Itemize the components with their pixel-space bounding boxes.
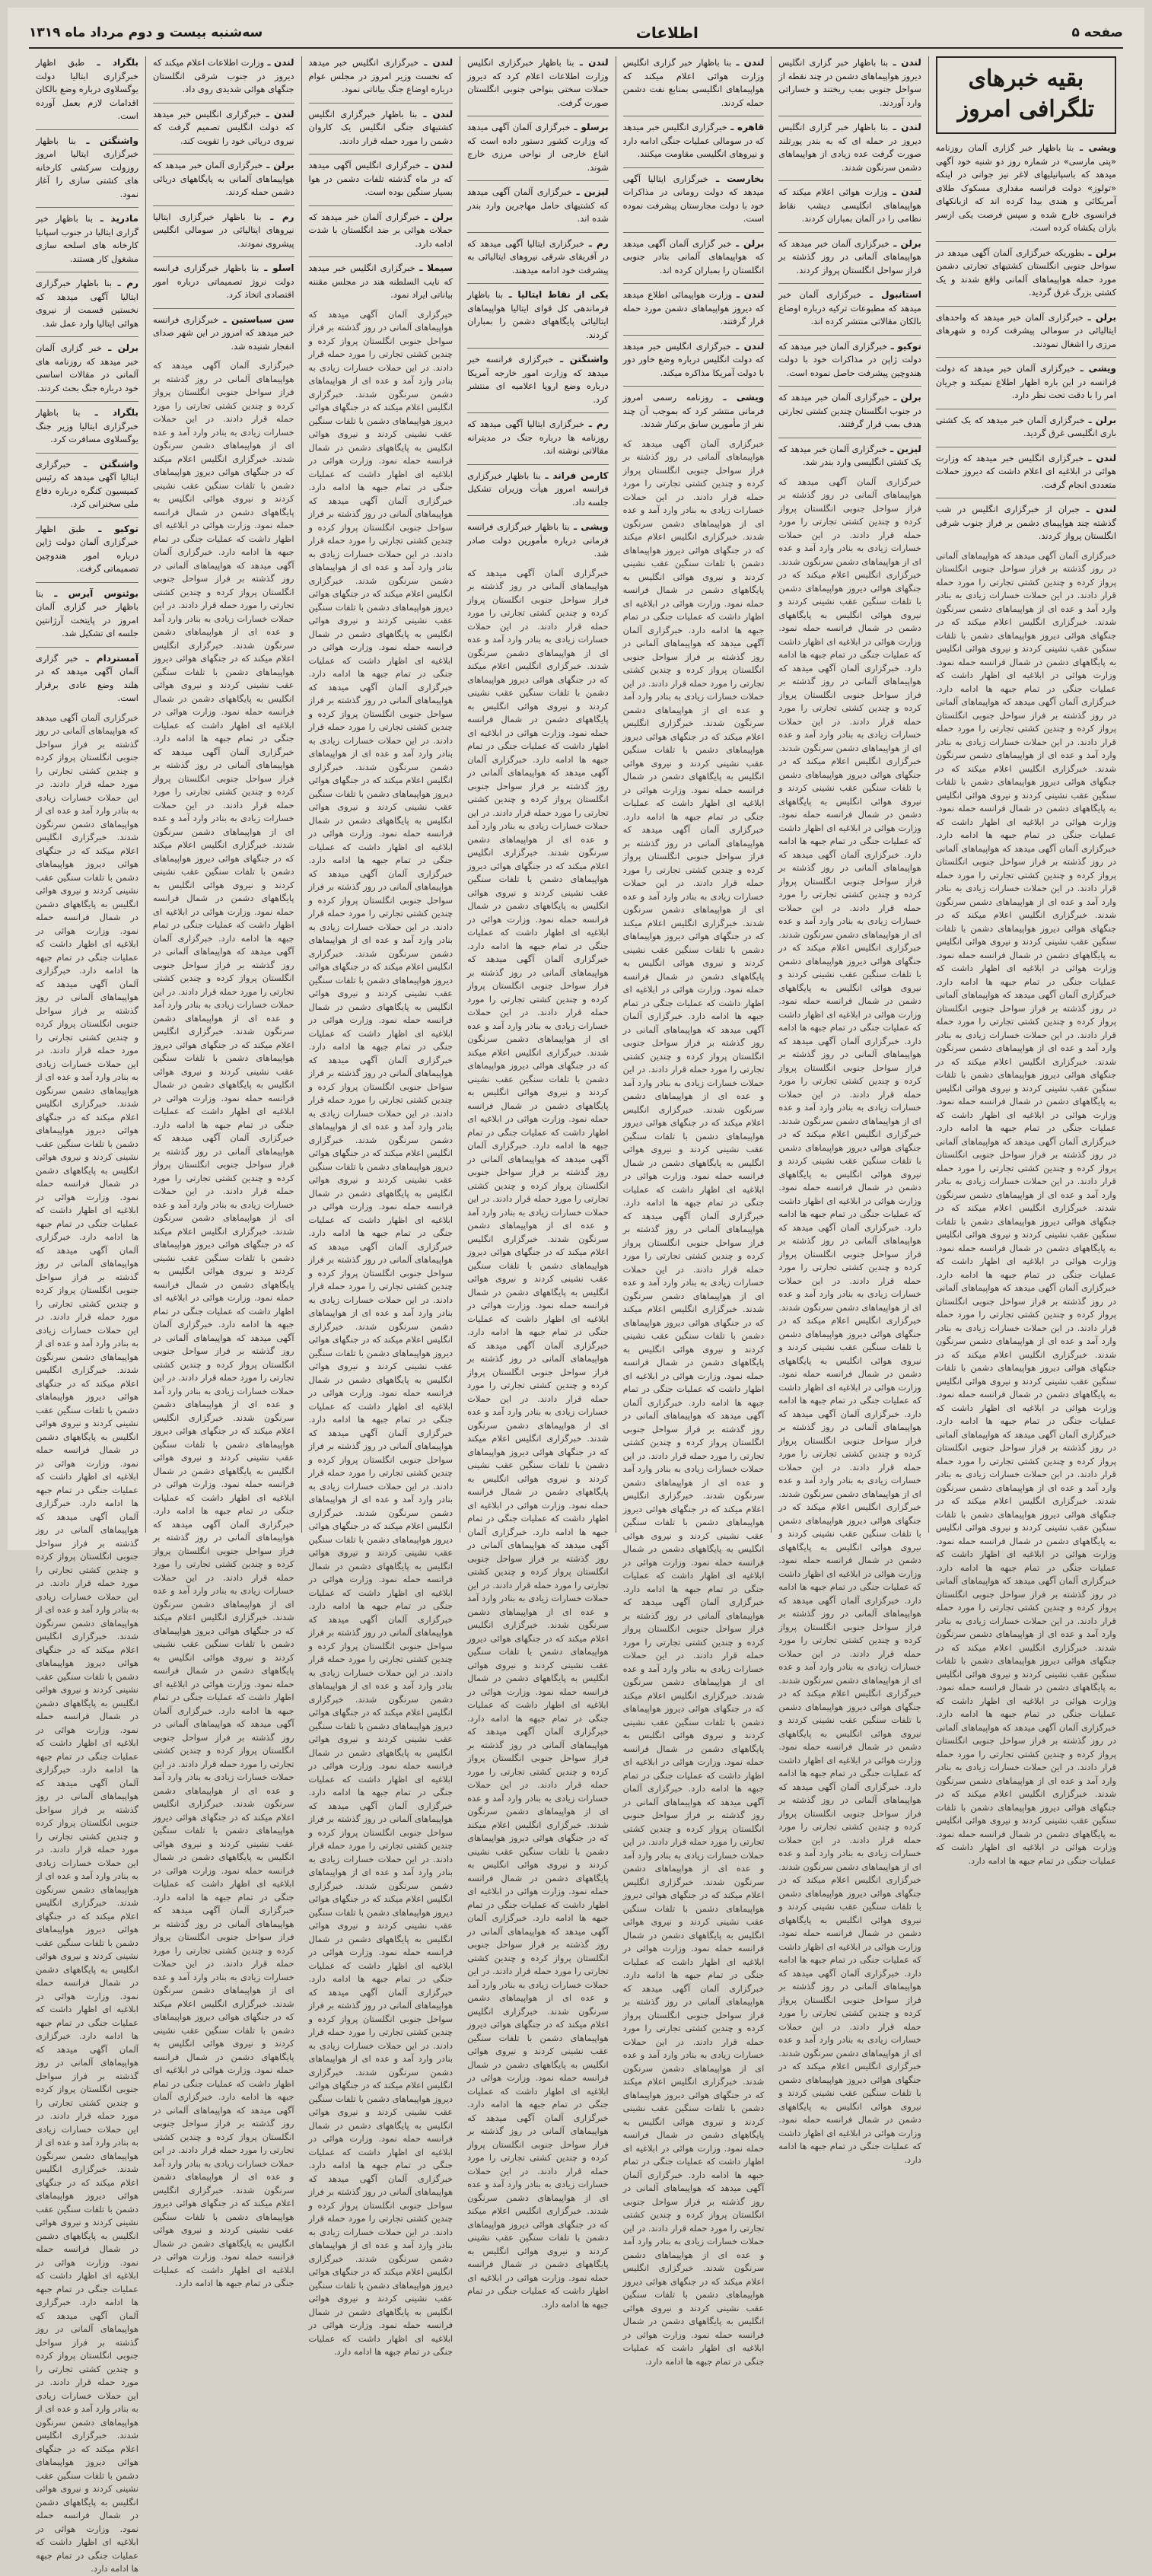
story-body [778, 237, 921, 278]
story-divider [467, 180, 609, 181]
news-story [623, 121, 765, 161]
story-text: وزارت هواپیمائی اطلاع میدهد که دیروز هواپیماهای دشمن مورد حمله قرار گرفتند. [622, 289, 765, 326]
continued-text: خبرگزاری آلمان آگهی میدهد که هواپیماهای آلمانی در روز گذشته بر فراز سواحل جنوبی انگلستان پرواز کرده و چندین کشتی تجارتی را مورد حمله قرار دادند. در این حملات خسارات زیادی به بنادر وارد آمد و عده ای از هواپیماهای دشمن سرنگون شدند. خبرگزاری انگلیس اعلام میکند که در جنگهای هوائی دیروز هواپیماهای دشمن با تلفات سنگین عقب نشینی کردند و نیروی هوائی انگلیس به پایگاههای دشمن در شمال فرانسه حمله نمود. وزارت هوائی در ابلاغیه ای اظهار داشت که عملیات جنگی در تمام جبهه ها ادامه دارد. خبرگزاری آلمان آگهی میدهد که هواپیماهای آلمانی در روز گذشته بر فراز سواحل جنوبی انگلستان پرواز کرده و چندین کشتی تجارتی را مورد حمله قرار دادند. در این حملات خسارات زیادی به بنادر وارد آمد و عده ای از هواپیماهای دشمن سرنگون شدند. خبرگزاری انگلیس اعلام میکند که در جنگهای هوائی دیروز هواپیماهای دشمن با تلفات سنگین عقب نشینی کردند و نیروی هوائی انگلیس به پایگاههای دشمن در شمال فرانسه حمله نمود. وزارت هوائی در ابلاغیه ای اظهار داشت که عملیات جنگی در تمام جبهه ها ادامه دارد. خبرگزاری آلمان آگهی میدهد که هواپیماهای آلمانی در روز گذشته بر فراز سواحل جنوبی انگلستان پرواز کرده و چندین کشتی تجارتی را مورد حمله قرار دادند. در این حملات خسارات زیادی به بنادر وارد آمد و عده ای از هواپیماهای دشمن سرنگون شدند. خبرگزاری انگلیس اعلام میکند که در جنگهای هوائی دیروز هواپیماهای دشمن با تلفات سنگین عقب نشینی کردند و نیروی هوائی انگلیس به پایگاههای دشمن در شمال فرانسه حمله نمود. وزارت هوائی در ابلاغیه ای اظهار داشت که عملیات جنگی در تمام جبهه ها ادامه دارد. خبرگزاری آلمان آگهی میدهد که هواپیماهای آلمانی در روز گذشته بر فراز سواحل جنوبی انگلستان پرواز کرده و چندین کشتی تجارتی را مورد حمله قرار دادند. در این حملات خسارات زیادی به بنادر وارد آمد و عده ای از هواپیماهای دشمن سرنگون شدند. خبرگزاری انگلیس اعلام میکند که در جنگهای هوائی دیروز هواپیماهای دشمن با تلفات سنگین عقب نشینی کردند و نیروی هوائی انگلیس به پایگاههای دشمن در شمال فرانسه حمله نمود. وزارت هوائی در ابلاغیه ای اظهار داشت که عملیات جنگی در تمام جبهه ها ادامه دارد. خبرگزاری آلمان آگهی میدهد که هواپیماهای آلمانی در روز گذشته بر فراز سواحل جنوبی انگلستان پرواز کرده و چندین کشتی تجارتی را مورد حمله قرار دادند. در این حملات خسارات زیادی به بنادر وارد آمد و عده ای از هواپیماهای دشمن سرنگون شدند. خبرگزاری انگلیس اعلام میکند که در جنگهای هوائی دیروز هواپیماهای دشمن با تلفات سنگین عقب نشینی کردند و نیروی هوائی انگلیس به پایگاههای دشمن در شمال فرانسه حمله نمود. وزارت هوائی در ابلاغیه ای اظهار داشت که عملیات جنگی در تمام جبهه ها ادامه دارد. خبرگزاری آلمان آگهی میدهد که هواپیماهای آلمانی در روز گذشته بر فراز سواحل جنوبی انگلستان پرواز کرده و چندین کشتی تجارتی را مورد حمله قرار دادند. در این حملات خسارات زیادی به بنادر وارد آمد و عده ای از هواپیماهای دشمن سرنگون شدند. خبرگزاری انگلیس اعلام میکند که در جنگهای هوائی دیروز هواپیماهای دشمن با تلفات سنگین عقب نشینی کردند و نیروی هوائی انگلیس به پایگاههای دشمن در شمال فرانسه حمله نمود. وزارت هوائی در ابلاغیه ای اظهار داشت که عملیات جنگی در تمام جبهه ها ادامه دارد. خبرگزاری آلمان آگهی میدهد که هواپیماهای آلمانی در روز گذشته بر فراز سواحل جنوبی انگلستان پرواز کرده و چندین کشتی تجارتی را مورد حمله قرار دادند. در این حملات خسارات زیادی به بنادر وارد آمد و عده ای از هواپیماهای دشمن سرنگون شدند. خبرگزاری انگلیس اعلام میکند که در جنگهای هوائی دیروز هواپیماهای دشمن با تلفات سنگین عقب نشینی کردند و نیروی هوائی انگلیس به پایگاههای دشمن در شمال فرانسه حمله نمود. وزارت هوائی در ابلاغیه ای اظهار داشت که عملیات جنگی در تمام جبهه ها ادامه دارد. خبرگزاری آلمان آگهی میدهد که هواپیماهای آلمانی در روز گذشته بر فراز سواحل جنوبی انگلستان پرواز کرده و چندین کشتی تجارتی را مورد حمله قرار دادند. در این حملات خسارات زیادی به بنادر وارد آمد و عده ای از هواپیماهای دشمن سرنگون شدند. خبرگزاری انگلیس اعلام میکند که در جنگهای هوائی دیروز هواپیماهای دشمن با تلفات سنگین عقب نشینی کردند و نیروی هوائی انگلیس به پایگاههای دشمن در شمال فرانسه حمله نمود. وزارت هوائی در ابلاغیه ای اظهار داشت که عملیات جنگی در تمام جبهه ها ادامه دارد. خبرگزاری آلمان آگهی میدهد که هواپیماهای آلمانی در روز گذشته بر فراز سواحل جنوبی انگلستان پرواز کرده و چندین کشتی تجارتی را مورد حمله قرار دادند. در این حملات خسارات زیادی به بنادر وارد آمد و عده ای از هواپیماهای دشمن سرنگون شدند. خبرگزاری انگلیس اعلام میکند که در جنگهای هوائی دیروز هواپیماهای دشمن با تلفات سنگین عقب نشینی کردند و نیروی هوائی انگلیس به پایگاههای دشمن در شمال فرانسه حمله نمود. وزارت هوائی در ابلاغیه ای اظهار داشت که عملیات جنگی در تمام جبهه ها ادامه دارد. [935, 549, 1116, 1866]
news-story [36, 56, 138, 123]
story-body [467, 418, 609, 458]
news-story [778, 56, 921, 110]
story-dateline: لندن ـ [1084, 452, 1116, 463]
story-dateline: لندن ـ [261, 108, 294, 119]
story-body [36, 523, 138, 576]
story-dateline: لندن ـ [730, 340, 765, 352]
story-dateline: لندن ـ [418, 57, 453, 68]
story-text: طبق اظهار خبرگزاری ایتالیا دولت یوگسلاوی درباره وضع بالکان اقدامات لازم بعمل آورده است. [36, 57, 138, 121]
story-body [153, 262, 294, 302]
news-story [623, 173, 765, 226]
story-divider [36, 129, 138, 130]
story-dateline: آمستردام ـ [78, 652, 138, 664]
story-dateline: رم ـ [584, 419, 609, 429]
story-text: خبرگزاری آلمان خبر میدهد که دولت ژاپن در مذاکرات خود با دولت هندوچین پیشرفت حاصل نموده است. [778, 340, 921, 378]
story-divider [36, 517, 138, 518]
story-dateline: برلن ـ [420, 211, 453, 222]
story-text: بنا باظهار خبرگزاری فرانسه فرمانی درباره مأمورین دولت صادر شد. [467, 521, 609, 559]
story-body [467, 56, 609, 110]
story-dateline: لندن ـ [574, 57, 609, 68]
story-dateline: برلن ـ [263, 160, 294, 170]
news-story [36, 406, 138, 447]
story-body [936, 142, 1116, 235]
story-dateline: لندن ـ [732, 289, 765, 300]
story-dateline: بخارست ـ [708, 173, 765, 184]
news-story [153, 159, 294, 199]
story-text: بنا باظهار فرماندهی کل قوای ایتالیا هواپیماهای ایتالیائی پایگاههای دشمن را بمباران کردند. [467, 289, 609, 340]
story-body [623, 173, 765, 226]
column-6 [145, 56, 301, 2288]
newspaper-page [8, 8, 1144, 2574]
story-dateline: سن سباستین ـ [218, 314, 294, 325]
column-5-stories [308, 56, 453, 2357]
story-divider [936, 357, 1116, 358]
news-story [623, 391, 765, 431]
story-text: خبرگزاری ایتالیا آگهی میدهد که روزنامه ها درباره جنگ در مدیترانه مقالاتی نوشته اند. [467, 419, 609, 456]
story-dateline: رم ـ [112, 278, 138, 288]
news-story [153, 314, 294, 354]
story-divider [467, 412, 609, 413]
column-7-stories [36, 56, 138, 2574]
story-dateline: رم ـ [261, 211, 294, 222]
story-divider [778, 180, 921, 181]
news-story [778, 121, 921, 174]
story-text: خبر گزاری آلمان آگهی میدهد که در هلند وضع عادی برقرار است. [36, 652, 138, 703]
story-divider [467, 283, 609, 284]
story-body [623, 121, 765, 161]
news-story [936, 247, 1116, 300]
news-story [778, 391, 921, 431]
story-text: بنا باظهار خبرگزاری انگلیس کشتیهای جنگی انگلیس یک کاروان دشمن را مورد حمله قرار دادند. [308, 108, 453, 146]
story-body [309, 159, 453, 199]
story-dateline: برلن ـ [889, 237, 921, 249]
story-dateline: واشنگتن ـ [71, 458, 138, 470]
story-text: خبرگزاری آلمان خبر میدهد که یک کشتی انگلیسی وارد بندر شد. [778, 443, 921, 467]
story-body [936, 362, 1116, 403]
story-text: خبرگزاری انگلیس آگهی میدهد که در ماه گذشته تلفات دشمن در هوا بسیار سنگین بوده است. [308, 160, 453, 197]
story-divider [623, 335, 765, 336]
story-body [778, 56, 921, 110]
story-body [36, 406, 138, 447]
news-story [936, 452, 1116, 492]
story-divider [36, 207, 138, 208]
news-story [778, 340, 921, 381]
story-text: خبرگزاری انگلیس خبر میدهد که وزارت هوائی در ابلاغیه ای اعلام داشت که دیروز حملات متعددی انجام گرفت. [935, 452, 1116, 490]
story-text: خبرگزاری فرانسه خبر میدهد که امروز در این شهر صدای انفجار شنیده شد. [152, 314, 294, 352]
story-text: خبرگزاری آلمان آگهی میدهد که وزارت کشور دستور داده است که اتباع خارجی از نواحی مرزی خارج شوند. [467, 122, 609, 173]
news-story [467, 418, 609, 458]
story-body [778, 288, 921, 329]
story-body [309, 56, 453, 97]
story-divider [153, 308, 294, 309]
story-divider [36, 453, 138, 454]
story-divider [36, 582, 138, 583]
story-text: بنا باظهار خبرگزاری ایتالیا آگهی میدهد که نخستین قسمت از نیروی هوائی ایتالیا وارد عمل شد. [36, 278, 138, 329]
story-text: خبرگزاری ایتالیا آگهی میدهد که در آفریقای شرقی نیروهای ایتالیائی به پیشرفت خود ادامه میدهند. [467, 237, 609, 275]
news-story [153, 211, 294, 251]
story-dateline: واشنگتن ـ [553, 354, 609, 365]
story-body [778, 186, 921, 226]
news-story [467, 237, 609, 278]
story-text: بنا باظهار خبرگزاری فرانسه امروز هیأت وزیران تشکیل جلسه داد. [467, 470, 609, 508]
story-body [153, 159, 294, 199]
story-text: خبر گزاری آلمان آگهی میدهد که هواپیماهای آلمانی بنادر جنوبی انگلستان را بمباران کرده اند. [622, 237, 765, 275]
story-body [36, 56, 138, 123]
news-story [623, 340, 765, 381]
column-3-stories [622, 56, 765, 2367]
column-4 [460, 56, 616, 2310]
story-body [467, 121, 609, 174]
continued-text: خبرگزاری آلمان آگهی میدهد که هواپیماهای آلمانی در روز گذشته بر فراز سواحل جنوبی انگلستان پرواز کرده و چندین کشتی تجارتی را مورد حمله قرار دادند. در این حملات خسارات زیادی به بنادر وارد آمد و عده ای از هواپیماهای دشمن سرنگون شدند. خبرگزاری انگلیس اعلام میکند که در جنگهای هوائی دیروز هواپیماهای دشمن با تلفات سنگین عقب نشینی کردند و نیروی هوائی انگلیس به پایگاههای دشمن در شمال فرانسه حمله نمود. وزارت هوائی در ابلاغیه ای اظهار داشت که عملیات جنگی در تمام جبهه ها ادامه دارد. خبرگزاری آلمان آگهی میدهد که هواپیماهای آلمانی در روز گذشته بر فراز سواحل جنوبی انگلستان پرواز کرده و چندین کشتی تجارتی را مورد حمله قرار دادند. در این حملات خسارات زیادی به بنادر وارد آمد و عده ای از هواپیماهای دشمن سرنگون شدند. خبرگزاری انگلیس اعلام میکند که در جنگهای هوائی دیروز هواپیماهای دشمن با تلفات سنگین عقب نشینی کردند و نیروی هوائی انگلیس به پایگاههای دشمن در شمال فرانسه حمله نمود. وزارت هوائی در ابلاغیه ای اظهار داشت که عملیات جنگی در تمام جبهه ها ادامه دارد. خبرگزاری آلمان آگهی میدهد که هواپیماهای آلمانی در روز گذشته بر فراز سواحل جنوبی انگلستان پرواز کرده و چندین کشتی تجارتی را مورد حمله قرار دادند. در این حملات خسارات زیادی به بنادر وارد آمد و عده ای از هواپیماهای دشمن سرنگون شدند. خبرگزاری انگلیس اعلام میکند که در جنگهای هوائی دیروز هواپیماهای دشمن با تلفات سنگین عقب نشینی کردند و نیروی هوائی انگلیس به پایگاههای دشمن در شمال فرانسه حمله نمود. وزارت هوائی در ابلاغیه ای اظهار داشت که عملیات جنگی در تمام جبهه ها ادامه دارد. خبرگزاری آلمان آگهی میدهد که هواپیماهای آلمانی در روز گذشته بر فراز سواحل جنوبی انگلستان پرواز کرده و چندین کشتی تجارتی را مورد حمله قرار دادند. در این حملات خسارات زیادی به بنادر وارد آمد و عده ای از هواپیماهای دشمن سرنگون شدند. خبرگزاری انگلیس اعلام میکند که در جنگهای هوائی دیروز هواپیماهای دشمن با تلفات سنگین عقب نشینی کردند و نیروی هوائی انگلیس به پایگاههای دشمن در شمال فرانسه حمله نمود. وزارت هوائی در ابلاغیه ای اظهار داشت که عملیات جنگی در تمام جبهه ها ادامه دارد. خبرگزاری آلمان آگهی میدهد که هواپیماهای آلمانی در روز گذشته بر فراز سواحل جنوبی انگلستان پرواز کرده و چندین کشتی تجارتی را مورد حمله قرار دادند. در این حملات خسارات زیادی به بنادر وارد آمد و عده ای از هواپیماهای دشمن سرنگون شدند. خبرگزاری انگلیس اعلام میکند که در جنگهای هوائی دیروز هواپیماهای دشمن با تلفات سنگین عقب نشینی کردند و نیروی هوائی انگلیس به پایگاههای دشمن در شمال فرانسه حمله نمود. وزارت هوائی در ابلاغیه ای اظهار داشت که عملیات جنگی در تمام جبهه ها ادامه دارد. خبرگزاری آلمان آگهی میدهد که هواپیماهای آلمانی در روز گذشته بر فراز سواحل جنوبی انگلستان پرواز کرده و چندین کشتی تجارتی را مورد حمله قرار دادند. در این حملات خسارات زیادی به بنادر وارد آمد و عده ای از هواپیماهای دشمن سرنگون شدند. خبرگزاری انگلیس اعلام میکند که در جنگهای هوائی دیروز هواپیماهای دشمن با تلفات سنگین عقب نشینی کردند و نیروی هوائی انگلیس به پایگاههای دشمن در شمال فرانسه حمله نمود. وزارت هوائی در ابلاغیه ای اظهار داشت که عملیات جنگی در تمام جبهه ها ادامه دارد. خبرگزاری آلمان آگهی میدهد که هواپیماهای آلمانی در روز گذشته بر فراز سواحل جنوبی انگلستان پرواز کرده و چندین کشتی تجارتی را مورد حمله قرار دادند. در این حملات خسارات زیادی به بنادر وارد آمد و عده ای از هواپیماهای دشمن سرنگون شدند. خبرگزاری انگلیس اعلام میکند که در جنگهای هوائی دیروز هواپیماهای دشمن با تلفات سنگین عقب نشینی کردند و نیروی هوائی انگلیس به پایگاههای دشمن در شمال فرانسه حمله نمود. وزارت هوائی در ابلاغیه ای اظهار داشت که عملیات جنگی در تمام جبهه ها ادامه دارد. خبرگزاری آلمان آگهی میدهد که هواپیماهای آلمانی در روز گذشته بر فراز سواحل جنوبی انگلستان پرواز کرده و چندین کشتی تجارتی را مورد حمله قرار دادند. در این حملات خسارات زیادی به بنادر وارد آمد و عده ای از هواپیماهای دشمن سرنگون شدند. خبرگزاری انگلیس اعلام میکند که در جنگهای هوائی دیروز هواپیماهای دشمن با تلفات سنگین عقب نشینی کردند و نیروی هوائی انگلیس به پایگاههای دشمن در شمال فرانسه حمله نمود. وزارت هوائی در ابلاغیه ای اظهار داشت که عملیات جنگی در تمام جبهه ها ادامه دارد. خبرگزاری آلمان آگهی میدهد که هواپیماهای آلمانی در روز گذشته بر فراز سواحل جنوبی انگلستان پرواز کرده و چندین کشتی تجارتی را مورد حمله قرار دادند. در این حملات خسارات زیادی به بنادر وارد آمد و عده ای از هواپیماهای دشمن سرنگون شدند. خبرگزاری انگلیس اعلام میکند که در جنگهای هوائی دیروز هواپیماهای دشمن با تلفات سنگین عقب نشینی کردند و نیروی هوائی انگلیس به پایگاههای دشمن در شمال فرانسه حمله نمود. وزارت هوائی در ابلاغیه ای اظهار داشت که عملیات جنگی در تمام جبهه ها ادامه دارد. خبرگزاری آلمان آگهی میدهد که هواپیماهای آلمانی در روز گذشته بر فراز سواحل جنوبی انگلستان پرواز کرده و چندین کشتی تجارتی را مورد حمله قرار دادند. در این حملات خسارات زیادی به بنادر وارد آمد و عده ای از هواپیماهای دشمن سرنگون شدند. خبرگزاری انگلیس اعلام میکند که در جنگهای هوائی دیروز هواپیماهای دشمن با تلفات سنگین عقب نشینی کردند و نیروی هوائی انگلیس به پایگاههای دشمن در شمال فرانسه حمله نمود. وزارت هوائی در ابلاغیه ای اظهار داشت که عملیات جنگی در تمام جبهه ها ادامه دارد. خبرگزاری آلمان آگهی میدهد که هواپیماهای آلمانی در روز گذشته بر فراز سواحل جنوبی انگلستان پرواز کرده و چندین کشتی تجارتی را مورد حمله قرار دادند. در این حملات خسارات زیادی به بنادر وارد آمد و عده ای از هواپیماهای دشمن سرنگون شدند. خبرگزاری انگلیس اعلام میکند که در جنگهای هوائی دیروز هواپیماهای دشمن با تلفات سنگین عقب نشینی کردند و نیروی هوائی انگلیس به پایگاههای دشمن در شمال فرانسه حمله نمود. وزارت هوائی در ابلاغیه ای اظهار داشت که عملیات جنگی در تمام جبهه ها ادامه دارد. [308, 308, 453, 2357]
story-text: بنا باظهار خبرگزاری ایتالیا وزیر جنگ یوگسلاوی مسافرت کرد. [36, 407, 138, 444]
story-body [309, 108, 453, 148]
story-text: خبرگزاری انگلیس خبر میدهد که نخست وزیر امروز در مجلس عوام درباره اوضاع جنگ بیاناتی نمود. [308, 57, 453, 94]
story-dateline: ویشی ـ [713, 392, 765, 403]
column-1-stories [935, 142, 1116, 1866]
news-story [309, 262, 453, 302]
news-story [623, 56, 765, 110]
story-dateline: بلگراد ـ [84, 57, 138, 68]
story-dateline: لندن ـ [731, 57, 765, 68]
story-dateline: اسلو ـ [259, 263, 294, 273]
story-divider [778, 232, 921, 233]
story-text: خبرگزاری ایتالیا آگهی میدهد که دولت رومانی در مذاکرات خود با دولت مجارستان پیشرفت نموده است. [622, 173, 765, 224]
story-body [936, 414, 1116, 441]
story-dateline: کارمن فراند ـ [540, 470, 609, 481]
continued-text: خبرگزاری آلمان آگهی میدهد که هواپیماهای آلمانی در روز گذشته بر فراز سواحل جنوبی انگلستان پرواز کرده و چندین کشتی تجارتی را مورد حمله قرار دادند. در این حملات خسارات زیادی به بنادر وارد آمد و عده ای از هواپیماهای دشمن سرنگون شدند. خبرگزاری انگلیس اعلام میکند که در جنگهای هوائی دیروز هواپیماهای دشمن با تلفات سنگین عقب نشینی کردند و نیروی هوائی انگلیس به پایگاههای دشمن در شمال فرانسه حمله نمود. وزارت هوائی در ابلاغیه ای اظهار داشت که عملیات جنگی در تمام جبهه ها ادامه دارد. خبرگزاری آلمان آگهی میدهد که هواپیماهای آلمانی در روز گذشته بر فراز سواحل جنوبی انگلستان پرواز کرده و چندین کشتی تجارتی را مورد حمله قرار دادند. در این حملات خسارات زیادی به بنادر وارد آمد و عده ای از هواپیماهای دشمن سرنگون شدند. خبرگزاری انگلیس اعلام میکند که در جنگهای هوائی دیروز هواپیماهای دشمن با تلفات سنگین عقب نشینی کردند و نیروی هوائی انگلیس به پایگاههای دشمن در شمال فرانسه حمله نمود. وزارت هوائی در ابلاغیه ای اظهار داشت که عملیات جنگی در تمام جبهه ها ادامه دارد. خبرگزاری آلمان آگهی میدهد که هواپیماهای آلمانی در روز گذشته بر فراز سواحل جنوبی انگلستان پرواز کرده و چندین کشتی تجارتی را مورد حمله قرار دادند. در این حملات خسارات زیادی به بنادر وارد آمد و عده ای از هواپیماهای دشمن سرنگون شدند. خبرگزاری انگلیس اعلام میکند که در جنگهای هوائی دیروز هواپیماهای دشمن با تلفات سنگین عقب نشینی کردند و نیروی هوائی انگلیس به پایگاههای دشمن در شمال فرانسه حمله نمود. وزارت هوائی در ابلاغیه ای اظهار داشت که عملیات جنگی در تمام جبهه ها ادامه دارد. خبرگزاری آلمان آگهی میدهد که هواپیماهای آلمانی در روز گذشته بر فراز سواحل جنوبی انگلستان پرواز کرده و چندین کشتی تجارتی را مورد حمله قرار دادند. در این حملات خسارات زیادی به بنادر وارد آمد و عده ای از هواپیماهای دشمن سرنگون شدند. خبرگزاری انگلیس اعلام میکند که در جنگهای هوائی دیروز هواپیماهای دشمن با تلفات سنگین عقب نشینی کردند و نیروی هوائی انگلیس به پایگاههای دشمن در شمال فرانسه حمله نمود. وزارت هوائی در ابلاغیه ای اظهار داشت که عملیات جنگی در تمام جبهه ها ادامه دارد. خبرگزاری آلمان آگهی میدهد که هواپیماهای آلمانی در روز گذشته بر فراز سواحل جنوبی انگلستان پرواز کرده و چندین کشتی تجارتی را مورد حمله قرار دادند. در این حملات خسارات زیادی به بنادر وارد آمد و عده ای از هواپیماهای دشمن سرنگون شدند. خبرگزاری انگلیس اعلام میکند که در جنگهای هوائی دیروز هواپیماهای دشمن با تلفات سنگین عقب نشینی کردند و نیروی هوائی انگلیس به پایگاههای دشمن در شمال فرانسه حمله نمود. وزارت هوائی در ابلاغیه ای اظهار داشت که عملیات جنگی در تمام جبهه ها ادامه دارد. خبرگزاری آلمان آگهی میدهد که هواپیماهای آلمانی در روز گذشته بر فراز سواحل جنوبی انگلستان پرواز کرده و چندین کشتی تجارتی را مورد حمله قرار دادند. در این حملات خسارات زیادی به بنادر وارد آمد و عده ای از هواپیماهای دشمن سرنگون شدند. خبرگزاری انگلیس اعلام میکند که در جنگهای هوائی دیروز هواپیماهای دشمن با تلفات سنگین عقب نشینی کردند و نیروی هوائی انگلیس به پایگاههای دشمن در شمال فرانسه حمله نمود. وزارت هوائی در ابلاغیه ای اظهار داشت که عملیات جنگی در تمام جبهه ها ادامه دارد. خبرگزاری آلمان آگهی میدهد که هواپیماهای آلمانی در روز گذشته بر فراز سواحل جنوبی انگلستان پرواز کرده و چندین کشتی تجارتی را مورد حمله قرار دادند. در این حملات خسارات زیادی به بنادر وارد آمد و عده ای از هواپیماهای دشمن سرنگون شدند. خبرگزاری انگلیس اعلام میکند که در جنگهای هوائی دیروز هواپیماهای دشمن با تلفات سنگین عقب نشینی کردند و نیروی هوائی انگلیس به پایگاههای دشمن در شمال فرانسه حمله نمود. وزارت هوائی در ابلاغیه ای اظهار داشت که عملیات جنگی در تمام جبهه ها ادامه دارد. [36, 712, 138, 2574]
story-text: خبرگزاری آلمان خبر میدهد که هواپیماهای آلمانی در روز گذشته بر فراز سواحل انگلستان پرواز کردند. [778, 237, 921, 275]
story-dateline: واشنگتن ـ [75, 135, 138, 146]
news-story [153, 108, 294, 148]
story-text: خبرگزاری آلمان خبر میدهد که یک کشتی باری انگلیسی غرق گردید. [935, 414, 1116, 438]
story-text: خبرگزاری انگلیس خبر میدهد که نایب السلطنه هند در مجلس مقننه بیاناتی ایراد نمود. [308, 263, 453, 300]
story-body [936, 247, 1116, 300]
story-dateline: لندن ـ [888, 57, 921, 68]
story-dateline: برلن ـ [1084, 414, 1116, 425]
news-story [623, 237, 765, 278]
news-story [36, 135, 138, 202]
story-divider [467, 515, 609, 516]
story-divider [309, 205, 453, 206]
story-body [778, 121, 921, 174]
news-story [778, 288, 921, 329]
news-story [36, 277, 138, 330]
story-text: خبرگزاری فرانسه خبر میدهد که وزارت امور خارجه آمریکا درباره وضع اروپا اعلامیه ای منتشر کرد. [467, 354, 609, 405]
story-divider [153, 205, 294, 206]
story-body [778, 391, 921, 431]
news-story [778, 186, 921, 226]
story-body [936, 311, 1116, 352]
story-text: بنا باظهار خبر گزاری آلمان امروز در پایتخت آرژانتین جلسه ای تشکیل شد. [36, 587, 138, 638]
continued-text: خبرگزاری آلمان آگهی میدهد که هواپیماهای آلمانی در روز گذشته بر فراز سواحل جنوبی انگلستان پرواز کرده و چندین کشتی تجارتی را مورد حمله قرار دادند. در این حملات خسارات زیادی به بنادر وارد آمد و عده ای از هواپیماهای دشمن سرنگون شدند. خبرگزاری انگلیس اعلام میکند که در جنگهای هوائی دیروز هواپیماهای دشمن با تلفات سنگین عقب نشینی کردند و نیروی هوائی انگلیس به پایگاههای دشمن در شمال فرانسه حمله نمود. وزارت هوائی در ابلاغیه ای اظهار داشت که عملیات جنگی در تمام جبهه ها ادامه دارد. خبرگزاری آلمان آگهی میدهد که هواپیماهای آلمانی در روز گذشته بر فراز سواحل جنوبی انگلستان پرواز کرده و چندین کشتی تجارتی را مورد حمله قرار دادند. در این حملات خسارات زیادی به بنادر وارد آمد و عده ای از هواپیماهای دشمن سرنگون شدند. خبرگزاری انگلیس اعلام میکند که در جنگهای هوائی دیروز هواپیماهای دشمن با تلفات سنگین عقب نشینی کردند و نیروی هوائی انگلیس به پایگاههای دشمن در شمال فرانسه حمله نمود. وزارت هوائی در ابلاغیه ای اظهار داشت که عملیات جنگی در تمام جبهه ها ادامه دارد. خبرگزاری آلمان آگهی میدهد که هواپیماهای آلمانی در روز گذشته بر فراز سواحل جنوبی انگلستان پرواز کرده و چندین کشتی تجارتی را مورد حمله قرار دادند. در این حملات خسارات زیادی به بنادر وارد آمد و عده ای از هواپیماهای دشمن سرنگون شدند. خبرگزاری انگلیس اعلام میکند که در جنگهای هوائی دیروز هواپیماهای دشمن با تلفات سنگین عقب نشینی کردند و نیروی هوائی انگلیس به پایگاههای دشمن در شمال فرانسه حمله نمود. وزارت هوائی در ابلاغیه ای اظهار داشت که عملیات جنگی در تمام جبهه ها ادامه دارد. خبرگزاری آلمان آگهی میدهد که هواپیماهای آلمانی در روز گذشته بر فراز سواحل جنوبی انگلستان پرواز کرده و چندین کشتی تجارتی را مورد حمله قرار دادند. در این حملات خسارات زیادی به بنادر وارد آمد و عده ای از هواپیماهای دشمن سرنگون شدند. خبرگزاری انگلیس اعلام میکند که در جنگهای هوائی دیروز هواپیماهای دشمن با تلفات سنگین عقب نشینی کردند و نیروی هوائی انگلیس به پایگاههای دشمن در شمال فرانسه حمله نمود. وزارت هوائی در ابلاغیه ای اظهار داشت که عملیات جنگی در تمام جبهه ها ادامه دارد. خبرگزاری آلمان آگهی میدهد که هواپیماهای آلمانی در روز گذشته بر فراز سواحل جنوبی انگلستان پرواز کرده و چندین کشتی تجارتی را مورد حمله قرار دادند. در این حملات خسارات زیادی به بنادر وارد آمد و عده ای از هواپیماهای دشمن سرنگون شدند. خبرگزاری انگلیس اعلام میکند که در جنگهای هوائی دیروز هواپیماهای دشمن با تلفات سنگین عقب نشینی کردند و نیروی هوائی انگلیس به پایگاههای دشمن در شمال فرانسه حمله نمود. وزارت هوائی در ابلاغیه ای اظهار داشت که عملیات جنگی در تمام جبهه ها ادامه دارد. خبرگزاری آلمان آگهی میدهد که هواپیماهای آلمانی در روز گذشته بر فراز سواحل جنوبی انگلستان پرواز کرده و چندین کشتی تجارتی را مورد حمله قرار دادند. در این حملات خسارات زیادی به بنادر وارد آمد و عده ای از هواپیماهای دشمن سرنگون شدند. خبرگزاری انگلیس اعلام میکند که در جنگهای هوائی دیروز هواپیماهای دشمن با تلفات سنگین عقب نشینی کردند و نیروی هوائی انگلیس به پایگاههای دشمن در شمال فرانسه حمله نمود. وزارت هوائی در ابلاغیه ای اظهار داشت که عملیات جنگی در تمام جبهه ها ادامه دارد. خبرگزاری آلمان آگهی میدهد که هواپیماهای آلمانی در روز گذشته بر فراز سواحل جنوبی انگلستان پرواز کرده و چندین کشتی تجارتی را مورد حمله قرار دادند. در این حملات خسارات زیادی به بنادر وارد آمد و عده ای از هواپیماهای دشمن سرنگون شدند. خبرگزاری انگلیس اعلام میکند که در جنگهای هوائی دیروز هواپیماهای دشمن با تلفات سنگین عقب نشینی کردند و نیروی هوائی انگلیس به پایگاههای دشمن در شمال فرانسه حمله نمود. وزارت هوائی در ابلاغیه ای اظهار داشت که عملیات جنگی در تمام جبهه ها ادامه دارد. خبرگزاری آلمان آگهی میدهد که هواپیماهای آلمانی در روز گذشته بر فراز سواحل جنوبی انگلستان پرواز کرده و چندین کشتی تجارتی را مورد حمله قرار دادند. در این حملات خسارات زیادی به بنادر وارد آمد و عده ای از هواپیماهای دشمن سرنگون شدند. خبرگزاری انگلیس اعلام میکند که در جنگهای هوائی دیروز هواپیماهای دشمن با تلفات سنگین عقب نشینی کردند و نیروی هوائی انگلیس به پایگاههای دشمن در شمال فرانسه حمله نمود. وزارت هوائی در ابلاغیه ای اظهار داشت که عملیات جنگی در تمام جبهه ها ادامه دارد. خبرگزاری آلمان آگهی میدهد که هواپیماهای آلمانی در روز گذشته بر فراز سواحل جنوبی انگلستان پرواز کرده و چندین کشتی تجارتی را مورد حمله قرار دادند. در این حملات خسارات زیادی به بنادر وارد آمد و عده ای از هواپیماهای دشمن سرنگون شدند. خبرگزاری انگلیس اعلام میکند که در جنگهای هوائی دیروز هواپیماهای دشمن با تلفات سنگین عقب نشینی کردند و نیروی هوائی انگلیس به پایگاههای دشمن در شمال فرانسه حمله نمود. وزارت هوائی در ابلاغیه ای اظهار داشت که عملیات جنگی در تمام جبهه ها ادامه دارد. خبرگزاری آلمان آگهی میدهد که هواپیماهای آلمانی در روز گذشته بر فراز سواحل جنوبی انگلستان پرواز کرده و چندین کشتی تجارتی را مورد حمله قرار دادند. در این حملات خسارات زیادی به بنادر وارد آمد و عده ای از هواپیماهای دشمن سرنگون شدند. خبرگزاری انگلیس اعلام میکند که در جنگهای هوائی دیروز هواپیماهای دشمن با تلفات سنگین عقب نشینی کردند و نیروی هوائی انگلیس به پایگاههای دشمن در شمال فرانسه حمله نمود. وزارت هوائی در ابلاغیه ای اظهار داشت که عملیات جنگی در تمام جبهه ها ادامه دارد. [622, 438, 765, 2367]
page-headline: بقیه خبرهای تلگرافی امروز [957, 65, 1095, 123]
story-body [467, 186, 609, 226]
story-divider [778, 386, 921, 387]
story-dateline: ویشی ـ [569, 521, 609, 532]
story-text: بطوریکه خبرگزاری آلمان آگهی میدهد در سواحل جنوبی انگلستان کشتیهای تجارتی دشمن مورد حمله هواپیماهای آلمانی واقع شدند و یک کشتی بزرگ غرق گردید. [935, 247, 1116, 298]
story-dateline: ویشی ـ [1074, 142, 1116, 153]
story-body [309, 262, 453, 302]
story-divider [623, 167, 765, 168]
column-5 [301, 56, 460, 2357]
story-body [36, 212, 138, 266]
story-text: خبرگزاری آلمان خبر میدهد که واحدهای ایتالیائی در سومالی پیشرفت کرده و شهرهای مرزی را اشغال نمودند. [935, 311, 1116, 349]
story-dateline: توکیو ـ [887, 340, 921, 352]
story-text: خبرگزاری ایتالیا آگهی میدهد که رئیس کمیسیون کنگره درباره دفاع ملی سخنرانی کرد. [36, 458, 138, 509]
story-body [623, 288, 765, 329]
story-text: طبق اظهار خبرگزاری آلمان دولت ژاپن درباره امور هندوچین تصمیماتی گرفت. [36, 523, 138, 574]
story-text: وزارت اطلاعات اعلام میکند که دیروز در جنوب شرقی انگلستان جنگهای هوائی شدیدی روی داد. [152, 57, 294, 94]
story-body [467, 288, 609, 342]
story-body [36, 652, 138, 705]
news-story [309, 108, 453, 148]
headline-box [936, 56, 1116, 134]
story-dateline: توکیو ـ [85, 523, 138, 534]
story-body [309, 211, 453, 251]
story-text: بنا باظهار خبرگزاری فرانسه دولت نروژ تصمیماتی درباره امور اقتصادی اتخاذ کرد. [152, 263, 294, 300]
story-body [36, 458, 138, 511]
story-dateline: برلن ـ [101, 342, 138, 353]
story-text: خبرگزاری آلمان آگهی میدهد که کشتیهای حامل مهاجرین وارد بندر شده اند. [467, 186, 609, 224]
news-story [936, 362, 1116, 403]
story-body [936, 503, 1116, 543]
story-divider [623, 232, 765, 233]
story-dateline: برسلو ـ [570, 122, 609, 132]
story-dateline: لندن ـ [417, 108, 453, 119]
news-story [36, 458, 138, 511]
story-text: خبرگزاری آلمان خبر میدهد که هواپیماهای آلمانی به پایگاههای دریائی دشمن حمله کردند. [152, 160, 294, 197]
story-dateline: یکی از نقاط ایتالیا ـ [503, 289, 609, 300]
news-story [467, 470, 609, 510]
story-dateline: لندن ـ [887, 186, 921, 197]
story-body [467, 353, 609, 406]
story-text: بنا باظهار خبر گزاری انگلیس وزارت هوائی اعلام میکند که هواپیماهای انگلیسی بمنابع نفت دشمن حمله کردند. [622, 57, 765, 108]
story-text: بنا باظهار خبر گزاری ایتالیا در جنوب اسپانیا کارخانه های اسلحه سازی مشغول کار هستند. [36, 213, 138, 264]
story-dateline: برلن ـ [1083, 311, 1116, 323]
story-dateline: برلن ـ [889, 392, 921, 403]
story-divider [467, 464, 609, 465]
story-body [153, 56, 294, 97]
story-dateline: لیزبن ـ [886, 443, 921, 454]
story-text: خبرگزاری آلمان خبر میدهد که در جنوب انگلستان چندین کشتی تجارتی هدف بمب قرار گرفتند. [778, 392, 921, 429]
paper-name: اطلاعات [635, 24, 699, 42]
story-dateline: سیملا ـ [415, 263, 453, 273]
continued-text: خبرگزاری آلمان آگهی میدهد که هواپیماهای آلمانی در روز گذشته بر فراز سواحل جنوبی انگلستان پرواز کرده و چندین کشتی تجارتی را مورد حمله قرار دادند. در این حملات خسارات زیادی به بنادر وارد آمد و عده ای از هواپیماهای دشمن سرنگون شدند. خبرگزاری انگلیس اعلام میکند که در جنگهای هوائی دیروز هواپیماهای دشمن با تلفات سنگین عقب نشینی کردند و نیروی هوائی انگلیس به پایگاههای دشمن در شمال فرانسه حمله نمود. وزارت هوائی در ابلاغیه ای اظهار داشت که عملیات جنگی در تمام جبهه ها ادامه دارد. خبرگزاری آلمان آگهی میدهد که هواپیماهای آلمانی در روز گذشته بر فراز سواحل جنوبی انگلستان پرواز کرده و چندین کشتی تجارتی را مورد حمله قرار دادند. در این حملات خسارات زیادی به بنادر وارد آمد و عده ای از هواپیماهای دشمن سرنگون شدند. خبرگزاری انگلیس اعلام میکند که در جنگهای هوائی دیروز هواپیماهای دشمن با تلفات سنگین عقب نشینی کردند و نیروی هوائی انگلیس به پایگاههای دشمن در شمال فرانسه حمله نمود. وزارت هوائی در ابلاغیه ای اظهار داشت که عملیات جنگی در تمام جبهه ها ادامه دارد. خبرگزاری آلمان آگهی میدهد که هواپیماهای آلمانی در روز گذشته بر فراز سواحل جنوبی انگلستان پرواز کرده و چندین کشتی تجارتی را مورد حمله قرار دادند. در این حملات خسارات زیادی به بنادر وارد آمد و عده ای از هواپیماهای دشمن سرنگون شدند. خبرگزاری انگلیس اعلام میکند که در جنگهای هوائی دیروز هواپیماهای دشمن با تلفات سنگین عقب نشینی کردند و نیروی هوائی انگلیس به پایگاههای دشمن در شمال فرانسه حمله نمود. وزارت هوائی در ابلاغیه ای اظهار داشت که عملیات جنگی در تمام جبهه ها ادامه دارد. خبرگزاری آلمان آگهی میدهد که هواپیماهای آلمانی در روز گذشته بر فراز سواحل جنوبی انگلستان پرواز کرده و چندین کشتی تجارتی را مورد حمله قرار دادند. در این حملات خسارات زیادی به بنادر وارد آمد و عده ای از هواپیماهای دشمن سرنگون شدند. خبرگزاری انگلیس اعلام میکند که در جنگهای هوائی دیروز هواپیماهای دشمن با تلفات سنگین عقب نشینی کردند و نیروی هوائی انگلیس به پایگاههای دشمن در شمال فرانسه حمله نمود. وزارت هوائی در ابلاغیه ای اظهار داشت که عملیات جنگی در تمام جبهه ها ادامه دارد. خبرگزاری آلمان آگهی میدهد که هواپیماهای آلمانی در روز گذشته بر فراز سواحل جنوبی انگلستان پرواز کرده و چندین کشتی تجارتی را مورد حمله قرار دادند. در این حملات خسارات زیادی به بنادر وارد آمد و عده ای از هواپیماهای دشمن سرنگون شدند. خبرگزاری انگلیس اعلام میکند که در جنگهای هوائی دیروز هواپیماهای دشمن با تلفات سنگین عقب نشینی کردند و نیروی هوائی انگلیس به پایگاههای دشمن در شمال فرانسه حمله نمود. وزارت هوائی در ابلاغیه ای اظهار داشت که عملیات جنگی در تمام جبهه ها ادامه دارد. خبرگزاری آلمان آگهی میدهد که هواپیماهای آلمانی در روز گذشته بر فراز سواحل جنوبی انگلستان پرواز کرده و چندین کشتی تجارتی را مورد حمله قرار دادند. در این حملات خسارات زیادی به بنادر وارد آمد و عده ای از هواپیماهای دشمن سرنگون شدند. خبرگزاری انگلیس اعلام میکند که در جنگهای هوائی دیروز هواپیماهای دشمن با تلفات سنگین عقب نشینی کردند و نیروی هوائی انگلیس به پایگاههای دشمن در شمال فرانسه حمله نمود. وزارت هوائی در ابلاغیه ای اظهار داشت که عملیات جنگی در تمام جبهه ها ادامه دارد. خبرگزاری آلمان آگهی میدهد که هواپیماهای آلمانی در روز گذشته بر فراز سواحل جنوبی انگلستان پرواز کرده و چندین کشتی تجارتی را مورد حمله قرار دادند. در این حملات خسارات زیادی به بنادر وارد آمد و عده ای از هواپیماهای دشمن سرنگون شدند. خبرگزاری انگلیس اعلام میکند که در جنگهای هوائی دیروز هواپیماهای دشمن با تلفات سنگین عقب نشینی کردند و نیروی هوائی انگلیس به پایگاههای دشمن در شمال فرانسه حمله نمود. وزارت هوائی در ابلاغیه ای اظهار داشت که عملیات جنگی در تمام جبهه ها ادامه دارد. خبرگزاری آلمان آگهی میدهد که هواپیماهای آلمانی در روز گذشته بر فراز سواحل جنوبی انگلستان پرواز کرده و چندین کشتی تجارتی را مورد حمله قرار دادند. در این حملات خسارات زیادی به بنادر وارد آمد و عده ای از هواپیماهای دشمن سرنگون شدند. خبرگزاری انگلیس اعلام میکند که در جنگهای هوائی دیروز هواپیماهای دشمن با تلفات سنگین عقب نشینی کردند و نیروی هوائی انگلیس به پایگاههای دشمن در شمال فرانسه حمله نمود. وزارت هوائی در ابلاغیه ای اظهار داشت که عملیات جنگی در تمام جبهه ها ادامه دارد. خبرگزاری آلمان آگهی میدهد که هواپیماهای آلمانی در روز گذشته بر فراز سواحل جنوبی انگلستان پرواز کرده و چندین کشتی تجارتی را مورد حمله قرار دادند. در این حملات خسارات زیادی به بنادر وارد آمد و عده ای از هواپیماهای دشمن سرنگون شدند. خبرگزاری انگلیس اعلام میکند که در جنگهای هوائی دیروز هواپیماهای دشمن با تلفات سنگین عقب نشینی کردند و نیروی هوائی انگلیس به پایگاههای دشمن در شمال فرانسه حمله نمود. وزارت هوائی در ابلاغیه ای اظهار داشت که عملیات جنگی در تمام جبهه ها ادامه دارد. [467, 567, 609, 2310]
story-dateline: برلن ـ [1084, 247, 1116, 258]
story-text: خبرگزاری انگلیس خبر میدهد که دولت انگلیس تصمیم گرفت که نیروی دریائی خود را تقویت کند. [152, 108, 294, 146]
story-text: خبرگزاری آلمان خبر میدهد که حملات هوائی بر ضد انگلستان با شدت ادامه دارد. [308, 211, 453, 249]
news-story [467, 186, 609, 226]
story-dateline: لندن ـ [888, 122, 921, 132]
masthead [29, 18, 1123, 49]
story-text: وزارت هوائی اعلام میکند که هواپیماهای انگلیسی دیشب نقاط نظامی را در آلمان بمباران کردند. [778, 186, 921, 224]
news-story [309, 56, 453, 97]
story-body [623, 237, 765, 278]
news-story [778, 237, 921, 278]
story-body [467, 521, 609, 561]
column-2 [771, 56, 928, 2165]
column-2-stories [778, 56, 921, 2165]
story-body [623, 56, 765, 110]
story-dateline: قاهره ـ [727, 122, 765, 132]
news-story [467, 521, 609, 561]
story-body [153, 108, 294, 148]
story-divider [467, 348, 609, 349]
column-6-stories [152, 56, 294, 2288]
story-dateline: برلن ـ [731, 237, 765, 249]
story-body [467, 470, 609, 510]
column-4-stories [467, 56, 609, 2310]
story-divider [309, 256, 453, 257]
story-text: روزنامه رسمی امروز فرمانی منتشر کرد که بموجب آن چند نفر از مأمورین سابق برکنار شدند. [622, 392, 765, 429]
story-dateline: مادرید ـ [93, 213, 138, 224]
columns [29, 56, 1123, 2574]
story-text: بنا باظهار خبرگزاری ایتالیا نیروهای ایتالیائی در سومالی انگلیس پیشروی نمودند. [152, 211, 294, 249]
story-text: بنا باظهار خبرگزاری ایتالیا امروز روزولت سرکشی کارخانه های کشتی سازی را آغاز نمود. [36, 135, 138, 199]
news-story [623, 288, 765, 329]
story-body [153, 211, 294, 251]
story-body [778, 443, 921, 470]
issue-date: سه‌شنبه بیست و دوم مرداد ماه ۱۳۱۹ [29, 25, 263, 40]
news-story [36, 212, 138, 266]
column-3 [616, 56, 772, 2367]
news-story [36, 652, 138, 705]
news-story [936, 142, 1116, 235]
story-text: بنا باظهار خبر گزاری انگلیس دیروز هواپیماهای دشمن در چند نقطه از سواحل جنوبی بمب ریختند و خساراتی وارد آوردند. [778, 57, 921, 108]
story-divider [936, 306, 1116, 307]
news-story [36, 523, 138, 576]
story-divider [623, 283, 765, 284]
story-body [153, 314, 294, 354]
story-body [623, 391, 765, 431]
continued-text: خبرگزاری آلمان آگهی میدهد که هواپیماهای آلمانی در روز گذشته بر فراز سواحل جنوبی انگلستان پرواز کرده و چندین کشتی تجارتی را مورد حمله قرار دادند. در این حملات خسارات زیادی به بنادر وارد آمد و عده ای از هواپیماهای دشمن سرنگون شدند. خبرگزاری انگلیس اعلام میکند که در جنگهای هوائی دیروز هواپیماهای دشمن با تلفات سنگین عقب نشینی کردند و نیروی هوائی انگلیس به پایگاههای دشمن در شمال فرانسه حمله نمود. وزارت هوائی در ابلاغیه ای اظهار داشت که عملیات جنگی در تمام جبهه ها ادامه دارد. خبرگزاری آلمان آگهی میدهد که هواپیماهای آلمانی در روز گذشته بر فراز سواحل جنوبی انگلستان پرواز کرده و چندین کشتی تجارتی را مورد حمله قرار دادند. در این حملات خسارات زیادی به بنادر وارد آمد و عده ای از هواپیماهای دشمن سرنگون شدند. خبرگزاری انگلیس اعلام میکند که در جنگهای هوائی دیروز هواپیماهای دشمن با تلفات سنگین عقب نشینی کردند و نیروی هوائی انگلیس به پایگاههای دشمن در شمال فرانسه حمله نمود. وزارت هوائی در ابلاغیه ای اظهار داشت که عملیات جنگی در تمام جبهه ها ادامه دارد. خبرگزاری آلمان آگهی میدهد که هواپیماهای آلمانی در روز گذشته بر فراز سواحل جنوبی انگلستان پرواز کرده و چندین کشتی تجارتی را مورد حمله قرار دادند. در این حملات خسارات زیادی به بنادر وارد آمد و عده ای از هواپیماهای دشمن سرنگون شدند. خبرگزاری انگلیس اعلام میکند که در جنگهای هوائی دیروز هواپیماهای دشمن با تلفات سنگین عقب نشینی کردند و نیروی هوائی انگلیس به پایگاههای دشمن در شمال فرانسه حمله نمود. وزارت هوائی در ابلاغیه ای اظهار داشت که عملیات جنگی در تمام جبهه ها ادامه دارد. خبرگزاری آلمان آگهی میدهد که هواپیماهای آلمانی در روز گذشته بر فراز سواحل جنوبی انگلستان پرواز کرده و چندین کشتی تجارتی را مورد حمله قرار دادند. در این حملات خسارات زیادی به بنادر وارد آمد و عده ای از هواپیماهای دشمن سرنگون شدند. خبرگزاری انگلیس اعلام میکند که در جنگهای هوائی دیروز هواپیماهای دشمن با تلفات سنگین عقب نشینی کردند و نیروی هوائی انگلیس به پایگاههای دشمن در شمال فرانسه حمله نمود. وزارت هوائی در ابلاغیه ای اظهار داشت که عملیات جنگی در تمام جبهه ها ادامه دارد. خبرگزاری آلمان آگهی میدهد که هواپیماهای آلمانی در روز گذشته بر فراز سواحل جنوبی انگلستان پرواز کرده و چندین کشتی تجارتی را مورد حمله قرار دادند. در این حملات خسارات زیادی به بنادر وارد آمد و عده ای از هواپیماهای دشمن سرنگون شدند. خبرگزاری انگلیس اعلام میکند که در جنگهای هوائی دیروز هواپیماهای دشمن با تلفات سنگین عقب نشینی کردند و نیروی هوائی انگلیس به پایگاههای دشمن در شمال فرانسه حمله نمود. وزارت هوائی در ابلاغیه ای اظهار داشت که عملیات جنگی در تمام جبهه ها ادامه دارد. خبرگزاری آلمان آگهی میدهد که هواپیماهای آلمانی در روز گذشته بر فراز سواحل جنوبی انگلستان پرواز کرده و چندین کشتی تجارتی را مورد حمله قرار دادند. در این حملات خسارات زیادی به بنادر وارد آمد و عده ای از هواپیماهای دشمن سرنگون شدند. خبرگزاری انگلیس اعلام میکند که در جنگهای هوائی دیروز هواپیماهای دشمن با تلفات سنگین عقب نشینی کردند و نیروی هوائی انگلیس به پایگاههای دشمن در شمال فرانسه حمله نمود. وزارت هوائی در ابلاغیه ای اظهار داشت که عملیات جنگی در تمام جبهه ها ادامه دارد. خبرگزاری آلمان آگهی میدهد که هواپیماهای آلمانی در روز گذشته بر فراز سواحل جنوبی انگلستان پرواز کرده و چندین کشتی تجارتی را مورد حمله قرار دادند. در این حملات خسارات زیادی به بنادر وارد آمد و عده ای از هواپیماهای دشمن سرنگون شدند. خبرگزاری انگلیس اعلام میکند که در جنگهای هوائی دیروز هواپیماهای دشمن با تلفات سنگین عقب نشینی کردند و نیروی هوائی انگلیس به پایگاههای دشمن در شمال فرانسه حمله نمود. وزارت هوائی در ابلاغیه ای اظهار داشت که عملیات جنگی در تمام جبهه ها ادامه دارد. خبرگزاری آلمان آگهی میدهد که هواپیماهای آلمانی در روز گذشته بر فراز سواحل جنوبی انگلستان پرواز کرده و چندین کشتی تجارتی را مورد حمله قرار دادند. در این حملات خسارات زیادی به بنادر وارد آمد و عده ای از هواپیماهای دشمن سرنگون شدند. خبرگزاری انگلیس اعلام میکند که در جنگهای هوائی دیروز هواپیماهای دشمن با تلفات سنگین عقب نشینی کردند و نیروی هوائی انگلیس به پایگاههای دشمن در شمال فرانسه حمله نمود. وزارت هوائی در ابلاغیه ای اظهار داشت که عملیات جنگی در تمام جبهه ها ادامه دارد. خبرگزاری آلمان آگهی میدهد که هواپیماهای آلمانی در روز گذشته بر فراز سواحل جنوبی انگلستان پرواز کرده و چندین کشتی تجارتی را مورد حمله قرار دادند. در این حملات خسارات زیادی به بنادر وارد آمد و عده ای از هواپیماهای دشمن سرنگون شدند. خبرگزاری انگلیس اعلام میکند که در جنگهای هوائی دیروز هواپیماهای دشمن با تلفات سنگین عقب نشینی کردند و نیروی هوائی انگلیس به پایگاههای دشمن در شمال فرانسه حمله نمود. وزارت هوائی در ابلاغیه ای اظهار داشت که عملیات جنگی در تمام جبهه ها ادامه دارد. [778, 476, 921, 2165]
story-dateline: ویشی ـ [1075, 363, 1116, 374]
story-dateline: لندن ـ [264, 57, 294, 68]
story-body [36, 135, 138, 202]
story-divider [467, 232, 609, 233]
story-body [36, 342, 138, 395]
news-story [309, 211, 453, 251]
story-dateline: رم ـ [584, 237, 609, 249]
news-story [936, 414, 1116, 441]
story-body [36, 277, 138, 330]
news-story [936, 311, 1116, 352]
news-story [36, 342, 138, 395]
continued-text: خبرگزاری آلمان آگهی میدهد که هواپیماهای آلمانی در روز گذشته بر فراز سواحل جنوبی انگلستان پرواز کرده و چندین کشتی تجارتی را مورد حمله قرار دادند. در این حملات خسارات زیادی به بنادر وارد آمد و عده ای از هواپیماهای دشمن سرنگون شدند. خبرگزاری انگلیس اعلام میکند که در جنگهای هوائی دیروز هواپیماهای دشمن با تلفات سنگین عقب نشینی کردند و نیروی هوائی انگلیس به پایگاههای دشمن در شمال فرانسه حمله نمود. وزارت هوائی در ابلاغیه ای اظهار داشت که عملیات جنگی در تمام جبهه ها ادامه دارد. خبرگزاری آلمان آگهی میدهد که هواپیماهای آلمانی در روز گذشته بر فراز سواحل جنوبی انگلستان پرواز کرده و چندین کشتی تجارتی را مورد حمله قرار دادند. در این حملات خسارات زیادی به بنادر وارد آمد و عده ای از هواپیماهای دشمن سرنگون شدند. خبرگزاری انگلیس اعلام میکند که در جنگهای هوائی دیروز هواپیماهای دشمن با تلفات سنگین عقب نشینی کردند و نیروی هوائی انگلیس به پایگاههای دشمن در شمال فرانسه حمله نمود. وزارت هوائی در ابلاغیه ای اظهار داشت که عملیات جنگی در تمام جبهه ها ادامه دارد. خبرگزاری آلمان آگهی میدهد که هواپیماهای آلمانی در روز گذشته بر فراز سواحل جنوبی انگلستان پرواز کرده و چندین کشتی تجارتی را مورد حمله قرار دادند. در این حملات خسارات زیادی به بنادر وارد آمد و عده ای از هواپیماهای دشمن سرنگون شدند. خبرگزاری انگلیس اعلام میکند که در جنگهای هوائی دیروز هواپیماهای دشمن با تلفات سنگین عقب نشینی کردند و نیروی هوائی انگلیس به پایگاههای دشمن در شمال فرانسه حمله نمود. وزارت هوائی در ابلاغیه ای اظهار داشت که عملیات جنگی در تمام جبهه ها ادامه دارد. خبرگزاری آلمان آگهی میدهد که هواپیماهای آلمانی در روز گذشته بر فراز سواحل جنوبی انگلستان پرواز کرده و چندین کشتی تجارتی را مورد حمله قرار دادند. در این حملات خسارات زیادی به بنادر وارد آمد و عده ای از هواپیماهای دشمن سرنگون شدند. خبرگزاری انگلیس اعلام میکند که در جنگهای هوائی دیروز هواپیماهای دشمن با تلفات سنگین عقب نشینی کردند و نیروی هوائی انگلیس به پایگاههای دشمن در شمال فرانسه حمله نمود. وزارت هوائی در ابلاغیه ای اظهار داشت که عملیات جنگی در تمام جبهه ها ادامه دارد. خبرگزاری آلمان آگهی میدهد که هواپیماهای آلمانی در روز گذشته بر فراز سواحل جنوبی انگلستان پرواز کرده و چندین کشتی تجارتی را مورد حمله قرار دادند. در این حملات خسارات زیادی به بنادر وارد آمد و عده ای از هواپیماهای دشمن سرنگون شدند. خبرگزاری انگلیس اعلام میکند که در جنگهای هوائی دیروز هواپیماهای دشمن با تلفات سنگین عقب نشینی کردند و نیروی هوائی انگلیس به پایگاههای دشمن در شمال فرانسه حمله نمود. وزارت هوائی در ابلاغیه ای اظهار داشت که عملیات جنگی در تمام جبهه ها ادامه دارد. خبرگزاری آلمان آگهی میدهد که هواپیماهای آلمانی در روز گذشته بر فراز سواحل جنوبی انگلستان پرواز کرده و چندین کشتی تجارتی را مورد حمله قرار دادند. در این حملات خسارات زیادی به بنادر وارد آمد و عده ای از هواپیماهای دشمن سرنگون شدند. خبرگزاری انگلیس اعلام میکند که در جنگهای هوائی دیروز هواپیماهای دشمن با تلفات سنگین عقب نشینی کردند و نیروی هوائی انگلیس به پایگاههای دشمن در شمال فرانسه حمله نمود. وزارت هوائی در ابلاغیه ای اظهار داشت که عملیات جنگی در تمام جبهه ها ادامه دارد. خبرگزاری آلمان آگهی میدهد که هواپیماهای آلمانی در روز گذشته بر فراز سواحل جنوبی انگلستان پرواز کرده و چندین کشتی تجارتی را مورد حمله قرار دادند. در این حملات خسارات زیادی به بنادر وارد آمد و عده ای از هواپیماهای دشمن سرنگون شدند. خبرگزاری انگلیس اعلام میکند که در جنگهای هوائی دیروز هواپیماهای دشمن با تلفات سنگین عقب نشینی کردند و نیروی هوائی انگلیس به پایگاههای دشمن در شمال فرانسه حمله نمود. وزارت هوائی در ابلاغیه ای اظهار داشت که عملیات جنگی در تمام جبهه ها ادامه دارد. خبرگزاری آلمان آگهی میدهد که هواپیماهای آلمانی در روز گذشته بر فراز سواحل جنوبی انگلستان پرواز کرده و چندین کشتی تجارتی را مورد حمله قرار دادند. در این حملات خسارات زیادی به بنادر وارد آمد و عده ای از هواپیماهای دشمن سرنگون شدند. خبرگزاری انگلیس اعلام میکند که در جنگهای هوائی دیروز هواپیماهای دشمن با تلفات سنگین عقب نشینی کردند و نیروی هوائی انگلیس به پایگاههای دشمن در شمال فرانسه حمله نمود. وزارت هوائی در ابلاغیه ای اظهار داشت که عملیات جنگی در تمام جبهه ها ادامه دارد. خبرگزاری آلمان آگهی میدهد که هواپیماهای آلمانی در روز گذشته بر فراز سواحل جنوبی انگلستان پرواز کرده و چندین کشتی تجارتی را مورد حمله قرار دادند. در این حملات خسارات زیادی به بنادر وارد آمد و عده ای از هواپیماهای دشمن سرنگون شدند. خبرگزاری انگلیس اعلام میکند که در جنگهای هوائی دیروز هواپیماهای دشمن با تلفات سنگین عقب نشینی کردند و نیروی هوائی انگلیس به پایگاههای دشمن در شمال فرانسه حمله نمود. وزارت هوائی در ابلاغیه ای اظهار داشت که عملیات جنگی در تمام جبهه ها ادامه دارد. خبرگزاری آلمان آگهی میدهد که هواپیماهای آلمانی در روز گذشته بر فراز سواحل جنوبی انگلستان پرواز کرده و چندین کشتی تجارتی را مورد حمله قرار دادند. در این حملات خسارات زیادی به بنادر وارد آمد و عده ای از هواپیماهای دشمن سرنگون شدند. خبرگزاری انگلیس اعلام میکند که در جنگهای هوائی دیروز هواپیماهای دشمن با تلفات سنگین عقب نشینی کردند و نیروی هوائی انگلیس به پایگاههای دشمن در شمال فرانسه حمله نمود. وزارت هوائی در ابلاغیه ای اظهار داشت که عملیات جنگی در تمام جبهه ها ادامه دارد. [152, 360, 294, 2288]
story-dateline: لندن ـ [420, 160, 453, 170]
story-divider [778, 283, 921, 284]
page-number: صفحه ۵ [1071, 25, 1123, 40]
story-divider [623, 386, 765, 387]
news-story [936, 503, 1116, 543]
story-divider [36, 401, 138, 402]
story-divider [936, 241, 1116, 242]
news-story [153, 56, 294, 97]
column-1 [928, 56, 1123, 1866]
story-text: خبرگزاری انگلیس خبر میدهد که دولت انگلیس درباره وضع خاور دور با دولت آمریکا مذاکره میکند. [622, 340, 765, 378]
story-divider [153, 256, 294, 257]
story-text: بنا باظهار خبر گزاری آلمان روزنامه «پتی مارسی» در شماره روز دو شنبه خود آگهی میدهد که باسپانیلیهای لاغر نیز جوانی در اینکه «تولوز» دولت فرانسه مقداری مسکوک طلای آمریکائی و هندی بیدا کرده اند که ازبانکهای فرانسوی خارج شده و سپس فرصت یکی ازسر بازان یکشاه کرده است. [935, 142, 1116, 233]
story-divider [36, 336, 138, 337]
news-story [153, 262, 294, 302]
story-dateline: بلگراد ـ [80, 407, 138, 418]
story-dateline: بوئنوس آیرس ـ [43, 587, 138, 599]
story-divider [36, 647, 138, 648]
story-body [936, 452, 1116, 492]
column-7 [29, 56, 145, 2574]
story-dateline: لندن ـ [1079, 504, 1116, 514]
news-story [467, 353, 609, 406]
story-divider [778, 335, 921, 336]
story-body [778, 340, 921, 381]
news-story [467, 288, 609, 342]
news-story [309, 159, 453, 199]
news-story [778, 443, 921, 470]
story-text: خبرگزاری انگلیس خبر میدهد که در سومالی عملیات جنگی ادامه دارد و نیروهای انگلیسی مقاومت میکنند. [622, 122, 765, 159]
story-dateline: لیزبن ـ [571, 186, 609, 197]
story-dateline: استانبول ـ [861, 289, 921, 300]
news-story [36, 587, 138, 641]
story-body [36, 587, 138, 641]
story-text: بنا باظهار خبرگزاری انگلیس وزارت اطلاعات اعلام کرد که دیروز حملات سختی بنواحی جنوبی انگلستان صورت گرفت. [467, 57, 609, 108]
story-text: خبر گزاری آلمان خبر میدهد که روزنامه های آلمانی در مقالات اساسی خود درباره جنگ بحث کردند. [36, 342, 138, 393]
story-text: خبرگزاری آلمان خبر میدهد که مطبوعات ترکیه درباره اوضاع بالکان مقالاتی منتشر کرده اند. [778, 289, 921, 326]
story-text: بنا باظهار خبر گزاری انگلیس دیروز در حمله ای که به بندر پورتلند صورت گرفت عده زیادی از هواپیماهای دشمن سرنگون شدند. [778, 122, 921, 173]
news-story [467, 121, 609, 174]
story-text: جبران از خبرگزاری انگلیس در شب گذشته چند هواپیمای دشمن بر فراز جنوب شرقی انگلستان پرواز کردند. [935, 504, 1116, 541]
news-story [467, 56, 609, 110]
story-text: خبرگزاری آلمان خبر میدهد که دولت فرانسه در این باره اظهار اطلاع نمیکند و جریان امر را با دقت تحت نظر دارد. [935, 363, 1116, 400]
story-body [623, 340, 765, 381]
story-body [467, 237, 609, 278]
